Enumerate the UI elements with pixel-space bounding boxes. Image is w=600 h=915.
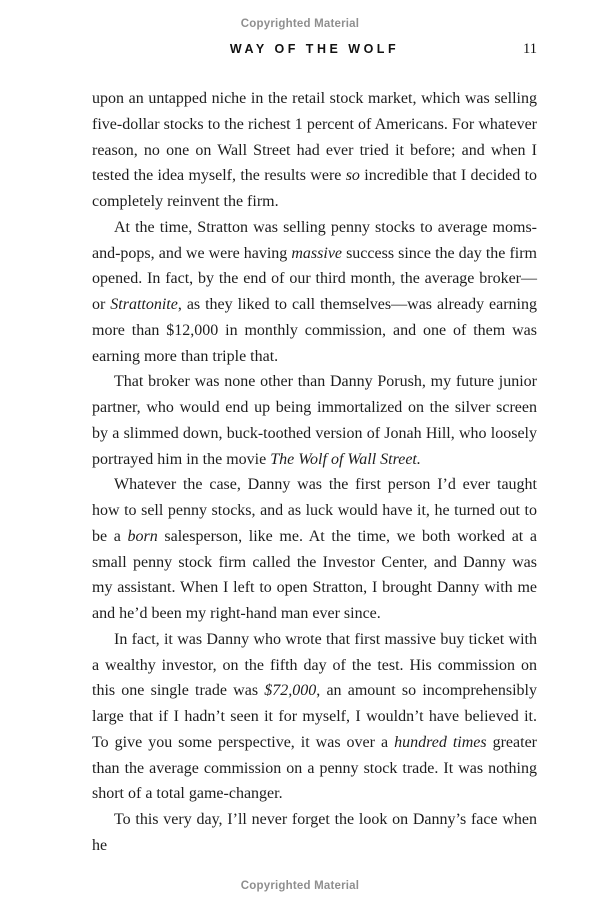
- text-run: Whatever the case, Danny was the first person I’d ever taught how to sell penny stocks, and as luck would have it, he turned out to be a: [92, 476, 537, 545]
- text-run: , as they liked to call themselves—was already earning more than $12,000 in monthly commission, and one of them was earning more than triple that.: [92, 296, 538, 365]
- text-run: At the time, Stratton was selling penny stocks to average moms-and-pops, and we were having: [92, 218, 537, 262]
- paragraph: [92, 807, 537, 859]
- text-run: incredible that I decided to completely reinvent the firm.: [92, 167, 538, 210]
- text-run: born: [127, 527, 158, 545]
- text-run: salesperson, like me. At the time, we both worked at a small penny stock firm called the Investor Center, and Danny was my assistant. When I left to open Stratton, I brought Danny with me and he’d been my right-hand man ever since.: [92, 527, 537, 622]
- text-run: That broker was none other than Danny Porush, my future junior partner, who would end up being immortalized on the silver screen by a slimmed down, buck-toothed version of Jonah Hill, who loosely portrayed him in the movie: [92, 373, 537, 468]
- text-run: so: [345, 167, 360, 185]
- text-run: In fact, it was Danny who wrote that first massive buy ticket with a wealthy investor, on the fifth day of the test. His commission on this one single trade was: [92, 630, 537, 700]
- text-run: The Wolf of Wall Street.: [270, 450, 421, 468]
- paragraph: [92, 627, 537, 807]
- text-run: , an amount so incomprehensibly large that if I hadn’t seen it for myself, I wouldn’t have believed it. To give you some perspective, it was over a: [92, 682, 537, 751]
- text-run: Strattonite: [110, 296, 178, 313]
- page-number: 11: [523, 41, 537, 57]
- copyright-notice-top: Copyrighted Material: [240, 18, 360, 30]
- paragraph: [92, 215, 537, 370]
- paragraph: [92, 472, 537, 627]
- paragraph: [92, 369, 537, 472]
- text-run: $72,000: [264, 682, 317, 700]
- text-run: To this very day, I’ll never forget the look on Danny’s face when he: [92, 811, 537, 854]
- text-run: massive: [291, 244, 343, 262]
- text-run: upon an untapped niche in the retail stock market, which was selling five-dollar stocks to the richest 1 percent of Americans. For whatever reason, no one on Wall Street had ever tried it before; and when I tested the idea myself, the results were: [92, 90, 537, 185]
- paragraph: [92, 86, 537, 215]
- text-column: [92, 42, 537, 859]
- copyright-notice-bottom: Copyrighted Material: [240, 880, 360, 892]
- page-body: [92, 86, 537, 859]
- running-header: [92, 42, 537, 60]
- text-run: success since the day the firm opened. In fact, by the end of our third month, the average broker—or: [92, 244, 537, 313]
- book-title-header: WAY OF THE WOLF: [229, 42, 400, 56]
- text-run: hundred times: [394, 733, 487, 751]
- text-run: greater than the average commission on a penny stock trade. It was nothing short of a total game-changer.: [92, 733, 538, 803]
